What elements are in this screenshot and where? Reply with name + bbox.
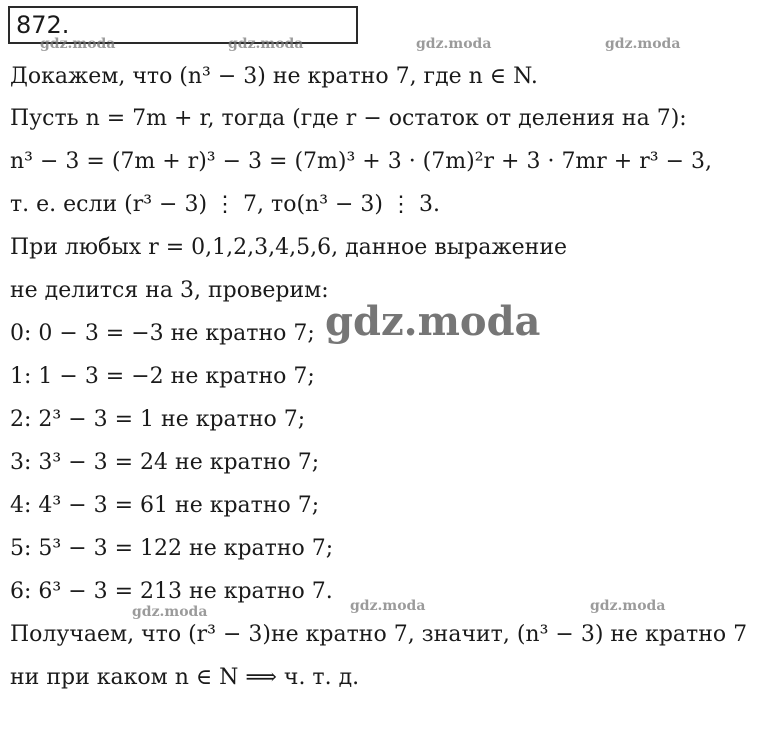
line-3: n³ − 3 = (7m + r)³ − 3 = (7m)³ + 3 · (7m)²r + 3 · 7mr + r³ − 3, xyxy=(10,149,712,174)
watermark: gdz.moda xyxy=(590,598,666,614)
line-10: 3: 3³ − 3 = 24 не кратно 7; xyxy=(10,450,320,475)
watermark: gdz.moda xyxy=(350,598,426,614)
line-11: 4: 4³ − 3 = 61 не кратно 7; xyxy=(10,493,320,518)
line-8: 1: 1 − 3 = −2 не кратно 7; xyxy=(10,364,315,389)
watermark: gdz.moda xyxy=(605,36,681,52)
line-4: т. е. если (r³ − 3) ⋮ 7, то(n³ − 3) ⋮ 3. xyxy=(10,192,440,217)
problem-number: 872. xyxy=(8,6,358,44)
line-14: Получаем, что (r³ − 3)не кратно 7, значит, (n³ − 3) не кратно 7 xyxy=(10,622,748,647)
watermark: gdz.moda xyxy=(416,36,492,52)
line-9: 2: 2³ − 3 = 1 не кратно 7; xyxy=(10,407,306,432)
watermark: gdz.moda xyxy=(228,36,304,52)
line-7: 0: 0 − 3 = −3 не кратно 7; xyxy=(10,321,315,346)
watermark: gdz.moda xyxy=(40,36,116,52)
line-12: 5: 5³ − 3 = 122 не кратно 7; xyxy=(10,536,334,561)
line-1: Докажем, что (n³ − 3) не кратно 7, где n ∈ N. xyxy=(10,64,538,89)
watermark: gdz.moda xyxy=(132,604,208,620)
line-6: не делится на 3, проверим: xyxy=(10,278,329,303)
line-2: Пусть n = 7m + r, тогда (где r − остаток от деления на 7): xyxy=(10,106,687,131)
watermark-large: gdz.moda xyxy=(325,298,541,345)
line-13: 6: 6³ − 3 = 213 не кратно 7. xyxy=(10,579,333,604)
line-5: При любых r = 0,1,2,3,4,5,6, данное выражение xyxy=(10,235,568,260)
line-15: ни при каком n ∈ N ⟹ ч. т. д. xyxy=(10,665,360,690)
